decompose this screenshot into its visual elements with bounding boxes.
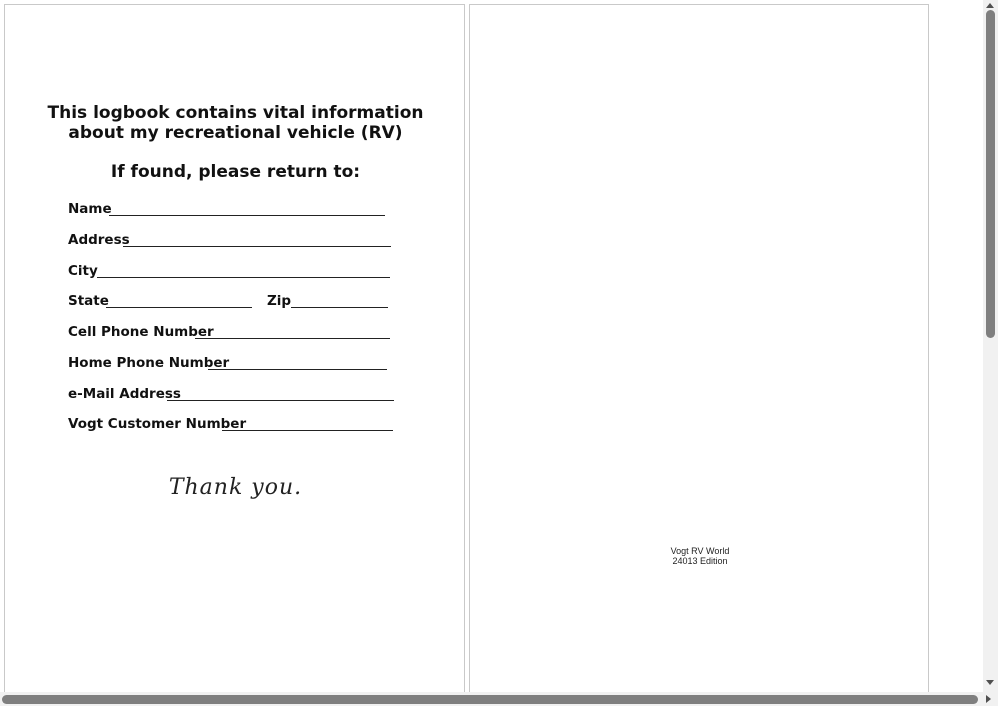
- home-phone-field: [68, 355, 398, 373]
- imprint-company: Vogt RV World: [670, 546, 730, 556]
- zip-blank-line: [291, 307, 388, 308]
- cell-phone-blank-line: [195, 338, 390, 339]
- city-field: [68, 263, 398, 281]
- thank-you-text: Thank you.: [168, 475, 303, 500]
- customer-number-label: Vogt Customer Number: [68, 416, 247, 432]
- state-zip-field: [68, 293, 398, 311]
- return-prompt: If found, please return to:: [110, 162, 361, 182]
- zip-label: Zip: [267, 293, 292, 309]
- edition-imprint: [470, 546, 930, 566]
- heading-line-2: about my recreational vehicle (RV): [68, 123, 403, 143]
- home-phone-blank-line: [208, 369, 387, 370]
- left-page: [4, 4, 465, 692]
- name-blank-line: [109, 215, 385, 216]
- email-blank-line: [167, 400, 394, 401]
- horizontal-scroll-thumb[interactable]: [2, 695, 978, 704]
- horizontal-scrollbar[interactable]: [0, 692, 983, 706]
- vertical-scroll-thumb[interactable]: [986, 10, 995, 338]
- state-label: State: [68, 293, 109, 309]
- cell-phone-field: [68, 324, 398, 342]
- email-field: [68, 386, 398, 404]
- imprint-edition: 24013 Edition: [672, 556, 728, 566]
- email-label: e-Mail Address: [68, 386, 181, 402]
- right-page: [469, 4, 929, 692]
- name-label: Name: [68, 201, 112, 217]
- vertical-scrollbar[interactable]: [983, 0, 998, 692]
- customer-number-blank-line: [222, 430, 393, 431]
- city-label: City: [68, 263, 98, 279]
- state-blank-line: [106, 307, 252, 308]
- scroll-down-arrow-icon[interactable]: [986, 680, 994, 685]
- scroll-up-arrow-icon[interactable]: [986, 3, 994, 8]
- heading-line-1: This logbook contains vital information: [47, 103, 424, 123]
- address-label: Address: [68, 232, 130, 248]
- address-field: [68, 232, 398, 250]
- scroll-right-arrow-icon[interactable]: [986, 695, 991, 703]
- address-blank-line: [123, 246, 391, 247]
- city-blank-line: [97, 277, 390, 278]
- cell-phone-label: Cell Phone Number: [68, 324, 214, 340]
- customer-number-field: [68, 416, 398, 434]
- name-field: [68, 201, 388, 219]
- home-phone-label: Home Phone Number: [68, 355, 230, 371]
